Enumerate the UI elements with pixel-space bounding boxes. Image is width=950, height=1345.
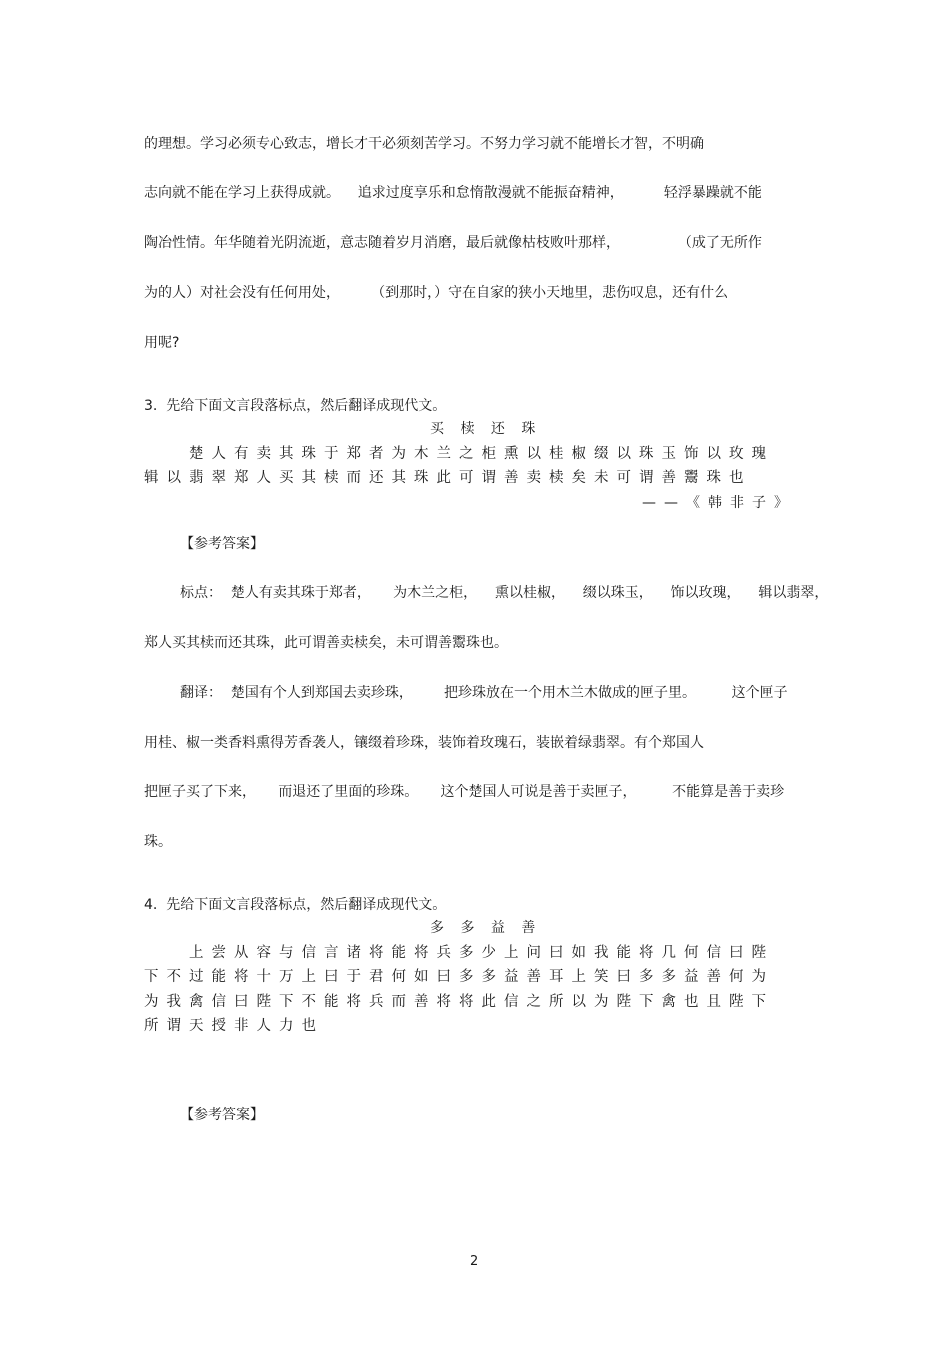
passage-title: 多 多 益 善 xyxy=(430,920,542,936)
page-number: 2 xyxy=(470,1254,479,1269)
answer-line: 翻译： 楚国有个人到郑国去卖珍珠， 把珍珠放在一个用木兰木做成的匣子里。 这个匣子 xyxy=(180,685,788,701)
paragraph-line: 用呢? xyxy=(144,335,180,351)
answer-line: 用桂、椒一类香料熏得芳香袭人，镶缀着珍珠，装饰着玫瑰石，装嵌着绿翡翠。有个郑国人 xyxy=(144,735,704,751)
answer-line: 标点： 楚人有卖其珠于郑者， 为木兰之柜， 熏以桂椒， 缀以珠玉， 饰以玫瑰， 辑以翡翠， xyxy=(180,585,829,601)
passage-title: 买 椟 还 珠 xyxy=(430,421,542,437)
passage-line: 所谓天授非人力也 xyxy=(144,1018,324,1034)
passage-line: 下不过能将十万上曰于君何如曰多多益善耳上笑曰多多益善何为 xyxy=(144,969,774,985)
question-prompt: 3. 先给下面文言段落标点，然后翻译成现代文。 xyxy=(144,398,447,414)
answer-line: 把匣子买了下来， 而退还了里面的珍珠。 这个楚国人可说是善于卖匣子， 不能算是善于卖珍 xyxy=(144,784,785,800)
paragraph-line: 的理想。学习必须专心致志，增长才干必须刻苦学习。不努力学习就不能增长才智，不明确 xyxy=(144,136,704,152)
paragraph-line: 志向就不能在学习上获得成就。 追求过度享乐和怠惰散漫就不能振奋精神， 轻浮暴躁就不能 xyxy=(144,185,762,201)
passage-source: ——《韩非子》 xyxy=(642,495,796,511)
answer-line: 珠。 xyxy=(144,834,172,850)
question-prompt: 4. 先给下面文言段落标点，然后翻译成现代文。 xyxy=(144,897,447,913)
answer-line: 郑人买其椟而还其珠，此可谓善卖椟矣，未可谓善鬻珠也。 xyxy=(144,635,508,651)
passage-line: 上尝从容与信言诸将能将兵多少上问曰如我能将几何信曰陛 xyxy=(189,945,774,961)
paragraph-line: 陶冶性情。年华随着光阴流逝，意志随着岁月消磨，最后就像枯枝败叶那样， （成了无所作 xyxy=(144,235,762,251)
answer-label: 【参考答案】 xyxy=(180,1107,264,1123)
passage-line: 楚人有卖其珠于郑者为木兰之柜熏以桂椒缀以珠玉饰以玫瑰 xyxy=(189,446,774,462)
paragraph-line: 为的人）对社会没有任何用处， （到那时，）守在自家的狭小天地里，悲伤叹息，还有什么 xyxy=(144,285,729,301)
passage-line: 为我禽信曰陛下不能将兵而善将将此信之所以为陛下禽也且陛下 xyxy=(144,994,774,1010)
answer-label: 【参考答案】 xyxy=(180,536,264,552)
passage-line: 辑以翡翠郑人买其椟而还其珠此可谓善卖椟矣未可谓善鬻珠也 xyxy=(144,470,752,486)
